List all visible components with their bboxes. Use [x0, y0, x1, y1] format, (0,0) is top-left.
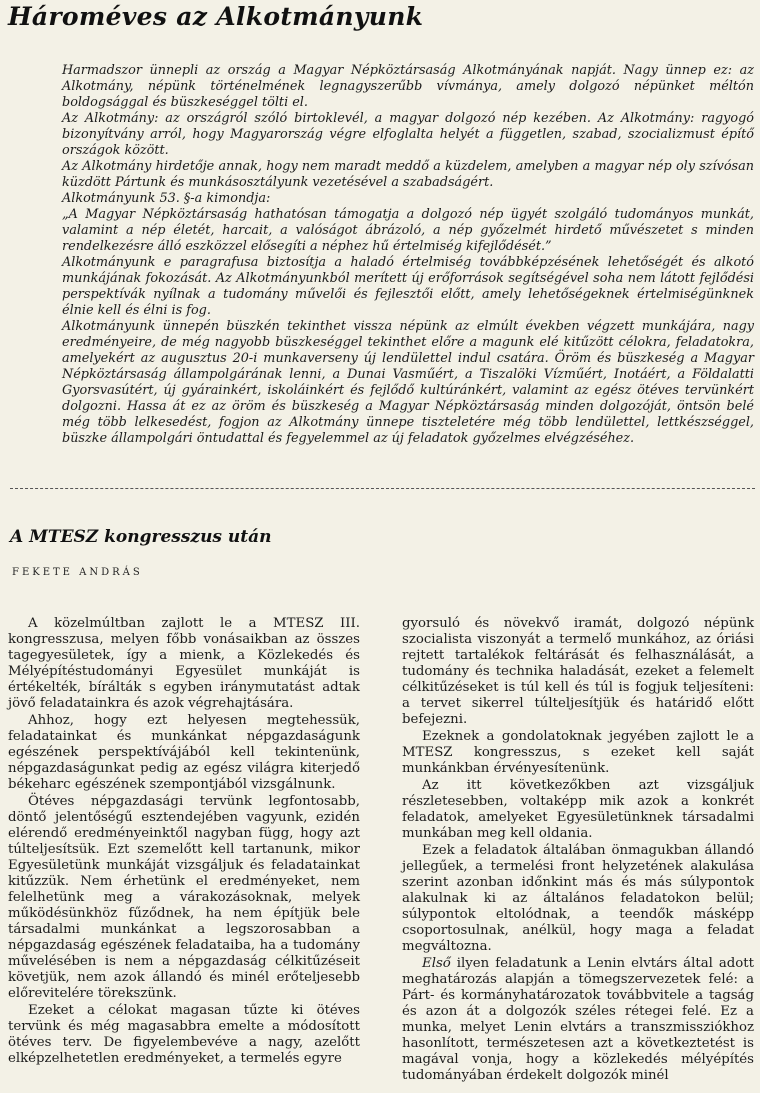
intro-paragraph: Alkotmányunk e paragrafusa biztosítja a haladó értelmiség továbbképzésének lehetőségét és alkotó munkájának fokozását. Az Alkotmányunkból merített új erőforrások segítségével soha nem látott fejlődési perspektívák nyílnak a tudomány művelői és fejlesztői előtt, amely lehetőségeknek értelmiségünknek élnie kell és élni is fog.	[62, 255, 754, 318]
body-paragraph: Az itt következőkben azt vizsgáljuk részletesebben, voltaképp mik azok a konkrét feladatok, amelyeket Egyesületünknek társadalmi munkában meg kell oldania.	[402, 778, 754, 841]
paragraph-text: ilyen feladatunk a Lenin elvtárs által adott meghatározás alapján a tömegszervezetek felé: a Párt- és kormányhatározatok továbbvitele a tagság és azon át a dolgozók széles rétegei felé. Ez a munka, melyet Lenin elvtárs a transzmissziókhoz hasonlított, természetesen azt a következtetést is magával vonja, hogy a közlekedés mélyépítés tudományában érdekelt dolgozók minél	[402, 956, 754, 1083]
column-left	[8, 616, 360, 1068]
intro-paragraph: Alkotmányunk ünnepén büszkén tekinthet vissza népünk az elmúlt években végzett munkájára, nagy eredményeire, de még nagyobb büszkeséggel tekinthet előre a magunk elé kitűzött célokra, feladatokra, amelyekért az augusztus 20-i munkaverseny új lendülettel indul csatára. Öröm és büszkeség a Magyar Népköztársaság állampolgárának lenni, a Dunai Vasműért, a Tiszalöki Vízműért, Inotáért, a Földalatti Gyorsvasútért, új gyárainkért, iskoláinkért és fejlődő kultúránkért, valamint az egész ötéves tervünkért dolgozni. Hassa át ez az öröm és büszkeség a Magyar Népköztársaság minden dolgozóját, öntsön belé még több lelkesedést, fogjon az Alkotmány ünnepe tiszteletére még több lendülettel, lettkészséggel, büszke állampolgári öntudattal és fegyelemmel az új feladatok győzelmes elvégzéséhez.	[62, 319, 754, 446]
body-paragraph: Ezek a feladatok általában önmagukban állandó jellegűek, a termelési front helyzetének alakulása szerint azonban időnkint más és más súlypontok alakulnak ki az általános feladatokon belül; súlypontok eltolódnak, a teendők másképp csoportosulnak, anélkül, hogy maga a feladat megváltozna.	[402, 843, 754, 954]
body-paragraph: A közelmúltban zajlott le a MTESZ III. kongresszusa, melyen főbb vonásaikban az összes tagegyesületek, így a mienk, a Közlekedés és Mélyépítéstudományi Egyesület munkáját is értékelték, bírálták s egyben iránymutatást adtak jövő feladatainkra és azok végrehajtására.	[8, 616, 360, 711]
article-intro	[62, 63, 754, 447]
body-paragraph: Ezeknek a gondolatoknak jegyében zajlott le a MTESZ kongresszus, s ezeket kell saját munkánkban érvényesítenünk.	[402, 729, 754, 776]
intro-paragraph: Alkotmányunk 53. §-a kimondja:	[62, 191, 271, 206]
italic-lead-word: Első	[422, 956, 451, 971]
body-paragraph: Ezeket a célokat magasan tűzte ki ötéves tervünk és még magasabbra emelte a módosított ötéves terv. De figyelembevéve a nagy, azelőtt elképzelhetetlen eredményeket, a termelés egyre	[8, 1003, 360, 1066]
article-title: A MTESZ kongresszus után	[10, 527, 272, 547]
section-divider	[10, 488, 755, 489]
body-paragraph-continued: gyorsuló és növekvő iramát, dolgozó népünk szocialista viszonyát a termelő munkához, az óriási rejtett tartalékok feltárását és felhasználását, a tudomány és technika haladását, ezeket a felemelt célkitűzéseket is túl kell és túl is fogjuk teljesíteni: a tervet sikerrel túlteljesítjük és határidő előtt befejezni.	[402, 616, 754, 727]
article-title: Hároméves az Alkotmányunk	[8, 2, 424, 31]
intro-paragraph: Az Alkotmány hirdetője annak, hogy nem maradt meddő a küzdelem, amelyben a magyar nép oly szívósan küzdött Pártunk és munkásosztályunk vezetésével a szabadságért.	[62, 159, 754, 190]
body-paragraph: Ötéves népgazdasági tervünk legfontosabb, döntő jelentőségű esztendejében vagyunk, ezidén elérendő eredményeinktől nagyban függ, hogy azt túlteljesítsük. Ezt szemelőtt kell tartanunk, mikor Egyesületünk munkáját vizsgáljuk és feladatainkat kitűzzük. Nem érhetünk el eredményeket, nem felelhetünk meg a várakozásoknak, melyek működésünkhöz fűződnek, ha nem építjük bele társadalmi munkánkat a legszorosabban a népgazdaság egészének feladataiba, ha a tudomány művelésében is nem a népgazdaság célkitűzéseit követjük, nem azok állandó és minél erőteljesebb előrevitelére törekszünk.	[8, 794, 360, 1001]
author-byline: FEKETE ANDRÁS	[12, 567, 143, 578]
body-paragraph	[402, 956, 754, 1084]
intro-paragraph: Harmadszor ünnepli az ország a Magyar Népköztársaság Alkotmányának napját. Nagy ünnep ez: az Alkotmány, népünk történelmének legnagyszerűbb vívmánya, amely dolgozó népünket méltón boldogsággal és büszkeséggel tölti el.	[62, 63, 754, 110]
body-paragraph: Ahhoz, hogy ezt helyesen megtehessük, feladatainkat és munkánkat népgazdaságunk egészének perspektívájából kell tekintenünk, népgazdaságunkat pedig az egész világra kiterjedő békeharc egészének szempontjából vizsgálnunk.	[8, 713, 360, 792]
intro-paragraph: Az Alkotmány: az országról szóló birtoklevél, a magyar dolgozó nép kezében. Az Alkotmány: ragyogó bizonyítvány arról, hogy Magyarország végre elfoglalta helyét a független, szabad, szocializmust építő országok között.	[62, 111, 754, 158]
column-right	[402, 616, 754, 1085]
intro-quote: „A Magyar Népköztársaság hathatósan támogatja a dolgozó nép ügyét szolgáló tudományos munkát, valamint a nép életét, harcait, a valóságot ábrázoló, a nép győzelmét hirdető művészetet s minden rendelkezésre álló eszközzel elősegíti a néphez hű értelmiség kifejlődését.”	[62, 207, 754, 254]
